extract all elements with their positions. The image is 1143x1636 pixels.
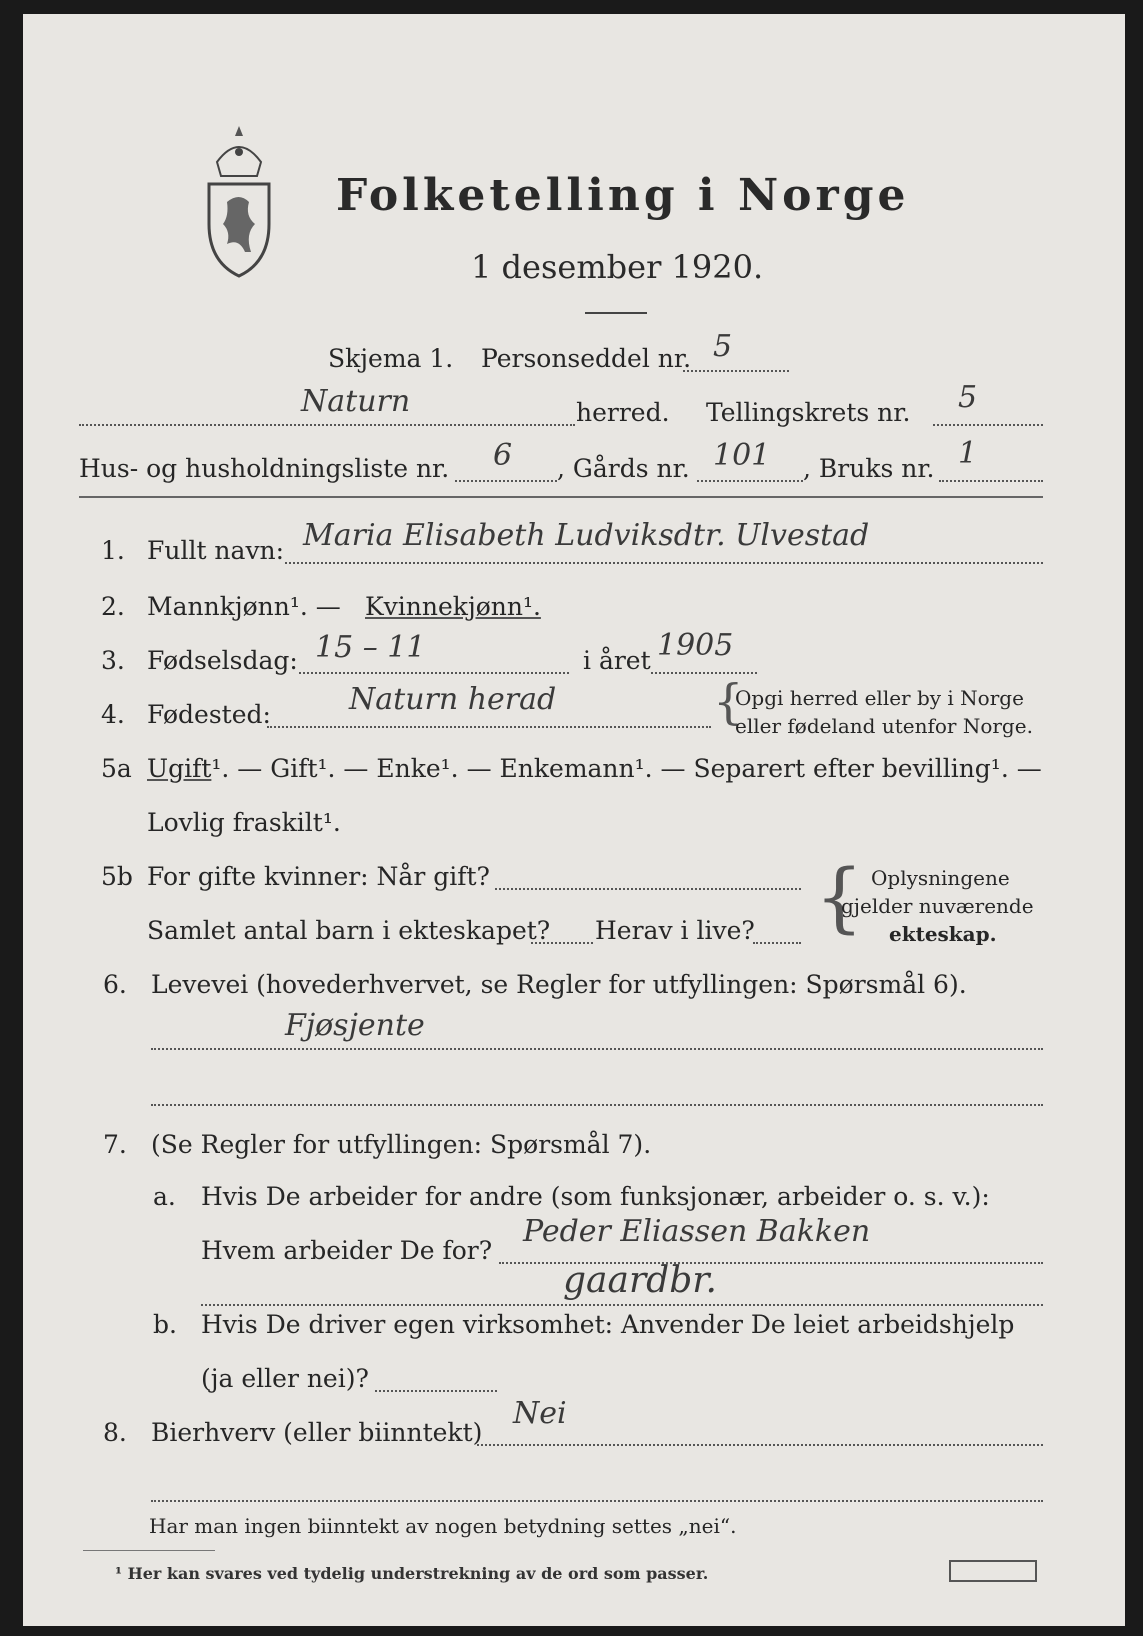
bruks-value[interactable]: 1	[958, 436, 978, 471]
marriage-note-line1: Oplysningene	[871, 866, 1010, 890]
occupation-line1	[151, 1048, 1043, 1050]
personseddel-label: Personseddel nr.	[481, 344, 692, 373]
male-option[interactable]: Mannkjønn¹. —	[147, 592, 341, 621]
birthplace-line	[267, 726, 711, 728]
female-option[interactable]: Kvinnekjønn¹.	[365, 592, 541, 621]
bruks-label: , Bruks nr.	[803, 454, 935, 483]
q3-number: 3.	[101, 646, 125, 675]
husholdningsliste-value[interactable]: 6	[493, 438, 513, 473]
employer-label: Hvem arbeider De for?	[201, 1236, 493, 1265]
hired-help-line	[375, 1390, 497, 1392]
employer-value[interactable]: Peder Eliassen Bakken	[523, 1214, 871, 1249]
tellingskrets-line	[933, 424, 1043, 426]
q5b-number: 5b	[101, 862, 133, 891]
birthplace-value[interactable]: Naturn herad	[349, 682, 557, 717]
census-form	[23, 14, 1125, 1626]
when-married-line	[495, 888, 801, 890]
birthday-line	[299, 672, 569, 674]
q1-number: 1.	[101, 536, 125, 565]
children-alive-line	[753, 942, 801, 944]
children-alive-label: Herav i live?	[595, 916, 755, 945]
children-total-label: Samlet antal barn i ekteskapet?	[147, 916, 551, 945]
husholdningsliste-line	[455, 480, 557, 482]
birthplace-note-line2: eller fødeland utenfor Norge.	[735, 714, 1033, 738]
occupation-line2	[151, 1104, 1043, 1106]
coat-of-arms-icon	[203, 122, 275, 282]
personseddel-value[interactable]: 5	[713, 329, 733, 364]
husholdningsliste-label: Hus- og husholdningsliste nr.	[79, 454, 450, 483]
employer-line2	[201, 1304, 1043, 1306]
employer-value-line2[interactable]: gaardbr.	[563, 1260, 717, 1301]
birthplace-note-line1: Opgi herred eller by i Norge	[735, 686, 1024, 710]
birthplace-note-brace: {	[713, 674, 744, 730]
tellingskrets-label: Tellingskrets nr.	[706, 398, 911, 427]
q7a-number: a.	[153, 1182, 176, 1211]
tellingskrets-value[interactable]: 5	[958, 380, 978, 415]
q4-number: 4.	[101, 700, 125, 729]
birth-year-label: i året	[583, 646, 651, 675]
q7b-label: Hvis De driver egen virksomhet: Anvender De leiet arbeidshjelp	[201, 1310, 1015, 1339]
unmarried-option[interactable]: Ugift	[147, 754, 212, 783]
gards-label: , Gårds nr.	[557, 454, 690, 483]
gards-line	[697, 480, 803, 482]
marital-status-line2[interactable]: Lovlig fraskilt¹.	[147, 808, 341, 837]
full-name-line	[285, 562, 1043, 564]
birth-year-value[interactable]: 1905	[657, 628, 734, 663]
q7a-label: Hvis De arbeider for andre (som funksjonær, arbeider o. s. v.):	[201, 1182, 990, 1211]
q7b-number: b.	[153, 1310, 177, 1339]
children-total-line	[531, 942, 593, 944]
marriage-note-line2: gjelder nuværende	[841, 894, 1034, 918]
title-divider	[585, 312, 647, 314]
q8-number: 8.	[103, 1418, 127, 1447]
birthday-label: Fødselsdag:	[147, 646, 298, 675]
printer-mark	[949, 1560, 1037, 1582]
q7-number: 7.	[103, 1130, 127, 1159]
gards-value[interactable]: 101	[713, 438, 771, 473]
herred-value[interactable]: Naturn	[301, 384, 411, 419]
side-income-label: Bierhverv (eller biinntekt)	[151, 1418, 483, 1447]
marital-status-line1	[147, 754, 1042, 783]
side-income-line2	[151, 1500, 1043, 1502]
schema-label: Skjema 1.	[328, 344, 454, 373]
full-name-value[interactable]: Maria Elisabeth Ludviksdtr. Ulvestad	[303, 518, 870, 553]
herred-label: herred.	[576, 398, 670, 427]
footnote: ¹ Her kan svares ved tydelig understrekning av de ord som passer.	[115, 1564, 709, 1583]
personseddel-line	[683, 370, 789, 372]
q2-number: 2.	[101, 592, 125, 621]
q7-label: (Se Regler for utfyllingen: Spørsmål 7).	[151, 1130, 652, 1159]
marriage-note-brace: {	[815, 852, 864, 941]
side-income-value[interactable]: Nei	[513, 1396, 567, 1431]
header-rule	[79, 496, 1043, 498]
footnote-rule	[83, 1550, 215, 1551]
marriage-note-line3: ekteskap.	[889, 922, 997, 946]
birthplace-label: Fødested:	[147, 700, 271, 729]
herred-line	[79, 424, 575, 426]
footer-note: Har man ingen biinntekt av nogen betydning settes „nei“.	[149, 1514, 737, 1538]
side-income-line1	[477, 1444, 1043, 1446]
occupation-label: Levevei (hovederhvervet, se Regler for utfyllingen: Spørsmål 6).	[151, 970, 967, 999]
full-name-label: Fullt navn:	[147, 536, 285, 565]
census-date: 1 desember 1920.	[471, 248, 764, 286]
marital-options[interactable]: ¹. — Gift¹. — Enke¹. — Enkemann¹. — Separert efter bevilling¹. —	[211, 754, 1042, 783]
occupation-value[interactable]: Fjøsjente	[285, 1008, 425, 1043]
q5a-number: 5a	[101, 754, 132, 783]
hired-help-label: (ja eller nei)?	[201, 1364, 369, 1393]
bruks-line	[939, 480, 1043, 482]
birthday-value[interactable]: 15 – 11	[315, 630, 426, 665]
when-married-label: For gifte kvinner: Når gift?	[147, 862, 490, 891]
form-title: Folketelling i Norge	[336, 170, 910, 221]
q6-number: 6.	[103, 970, 127, 999]
